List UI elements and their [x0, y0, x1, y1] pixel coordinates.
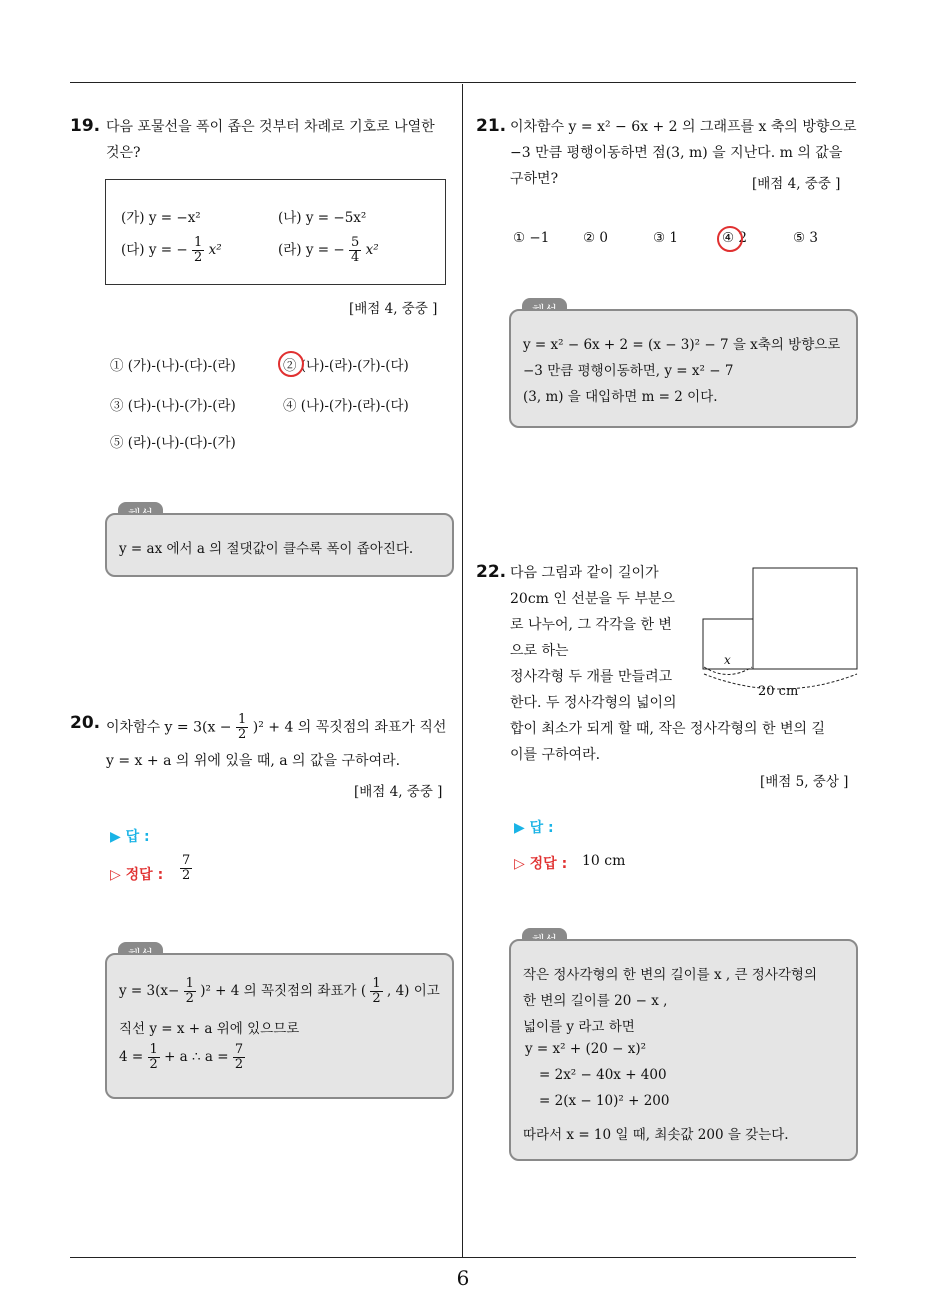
q21-solution-line1: y = x² − 6x + 2 = (x − 3)² − 7 을 x축의 방향으로 [523, 337, 841, 353]
q22-text-line7: 합이 최소가 되게 할 때, 작은 정사각형의 한 변의 길 [510, 721, 825, 737]
q19-item-na: (나) y = −5x² [278, 210, 367, 226]
q19-item-ga: (가) y = −x² [121, 210, 201, 226]
q22-solution-line1: 작은 정사각형의 한 변의 길이를 x , 큰 정사각형의 [523, 967, 818, 983]
q19-answer-mark [278, 351, 304, 377]
q19-solution-box [105, 513, 454, 577]
q19-choice-1[interactable]: ① (가)-(나)-(다)-(라) [110, 358, 236, 374]
q21-choice-1[interactable]: ① −1 [513, 230, 550, 246]
q19-text-line2: 것은? [106, 145, 141, 161]
q22-text-line3: 로 나누어, 그 각각을 한 변 [510, 617, 672, 633]
q21-score: [배점 4, 중중 ] [752, 176, 841, 192]
q22-squares-figure [700, 564, 860, 704]
q21-number: 21. [476, 116, 507, 136]
q22-solution-line5: = 2x² − 40x + 400 [539, 1067, 667, 1083]
q22-large-square [753, 568, 857, 669]
q22-solution-line7: 따라서 x = 10 일 때, 최솟값 200 을 갖는다. [523, 1127, 789, 1143]
q19-choice-3[interactable]: ③ (다)-(나)-(가)-(라) [110, 398, 236, 414]
q22-number: 22. [476, 562, 507, 582]
q20-answer-label[interactable]: ▶ 답 : [110, 829, 150, 845]
q19-items-box [105, 179, 446, 285]
q22-solution-line4: y = x² + (20 − x)² [525, 1041, 647, 1057]
q21-text-line3: 구하면? [510, 171, 559, 187]
q19-solution-text: y = ax 에서 a 의 절댓값이 클수록 폭이 좁아진다. [119, 541, 414, 557]
q22-text-line4: 으로 하는 [510, 643, 569, 659]
q20-solution-line2: 직선 y = x + a 위에 있으므로 [119, 1021, 300, 1037]
q19-score: [배점 4, 중중 ] [349, 301, 438, 317]
q21-solution-line2: −3 만큼 평행이동하면, y = x² − 7 [523, 363, 734, 379]
q22-text-line2: 20cm 인 선분을 두 부분으 [510, 591, 675, 607]
column-divider [462, 84, 463, 1258]
q20-solution-line1: y = 3(x− $\frac{1}{2}$ )² + 4 의 꼭짓점의 좌표가 ( $\frac{1}{2}$ , 4) 이고 [119, 976, 440, 1006]
q19-item-da: (다) y = − $\frac{1}{2}$ x² [121, 235, 222, 265]
page-number: 6 [456, 1266, 470, 1290]
q19-choice-5[interactable]: ⑤ (라)-(나)-(다)-(가) [110, 435, 236, 451]
top-rule [70, 82, 856, 83]
q21-choice-2[interactable]: ② 0 [583, 230, 608, 246]
q19-choice-2[interactable]: ② (나)-(라)-(가)-(다) [283, 358, 409, 374]
q22-correct-value: 10 cm [582, 853, 626, 869]
q20-correct-label: ▷ 정답 : [110, 867, 164, 883]
q19-item-ra: (라) y = − $\frac{5}{4}$ x² [278, 235, 379, 265]
q22-solution-line2: 한 변의 길이를 20 − x , [523, 993, 668, 1009]
q22-score: [배점 5, 중상 ] [760, 774, 849, 790]
q20-correct-value: $\frac{7}{2}$ [182, 853, 191, 883]
q22-answer-label[interactable]: ▶ 답 : [514, 820, 554, 836]
q21-choice-3[interactable]: ③ 1 [653, 230, 678, 246]
q21-choice-4[interactable]: ④ 2 [722, 230, 747, 246]
q21-solution-line3: (3, m) 을 대입하면 m = 2 이다. [523, 389, 718, 405]
q22-text-line6: 한다. 두 정사각형의 넓이의 [510, 695, 677, 711]
q20-text-line1: 이차함수 y = 3(x − $\frac{1}{2}$ )² + 4 의 꼭짓점의 좌표가 직선 [106, 712, 447, 742]
q21-answer-mark [717, 226, 743, 252]
q22-text-line8: 이를 구하여라. [510, 747, 601, 763]
q22-small-dashed-arc [704, 667, 752, 675]
q22-solution-line6: = 2(x − 10)² + 200 [539, 1093, 670, 1109]
q21-solution-box [509, 309, 858, 428]
q19-choice-4[interactable]: ④ (나)-(가)-(라)-(다) [283, 398, 409, 414]
q20-text-line2: y = x + a 의 위에 있을 때, a 의 값을 구하여라. [106, 753, 401, 769]
q19-text-line1: 다음 포물선을 폭이 좁은 것부터 차례로 기호로 나열한 [106, 119, 435, 135]
q20-solution-line3: 4 = $\frac{1}{2}$ + a ∴ a = $\frac{7}{2}$ [119, 1042, 244, 1072]
q21-text-line2: −3 만큼 평행이동하면 점(3, m) 을 지난다. m 의 값을 [510, 145, 843, 161]
q21-text-line1: 이차함수 y = x² − 6x + 2 의 그래프를 x 축의 방향으로 [510, 119, 857, 135]
bottom-rule [70, 1257, 856, 1258]
q21-choice-5[interactable]: ⑤ 3 [793, 230, 818, 246]
q20-number: 20. [70, 713, 101, 733]
q22-correct-label: ▷ 정답 : [514, 856, 568, 872]
q22-solution-box [509, 939, 858, 1161]
q20-solution-box [105, 953, 454, 1099]
q22-text-line5: 정사각형 두 개를 만들려고 [510, 669, 673, 685]
q20-score: [배점 4, 중중 ] [354, 784, 443, 800]
q22-text-line1: 다음 그림과 같이 길이가 [510, 565, 659, 581]
q22-solution-line3: 넓이를 y 라고 하면 [523, 1019, 635, 1035]
q22-figure-length-label: 20 cm [758, 684, 799, 699]
q22-figure-x-label: x [724, 653, 731, 667]
q19-number: 19. [70, 116, 101, 136]
